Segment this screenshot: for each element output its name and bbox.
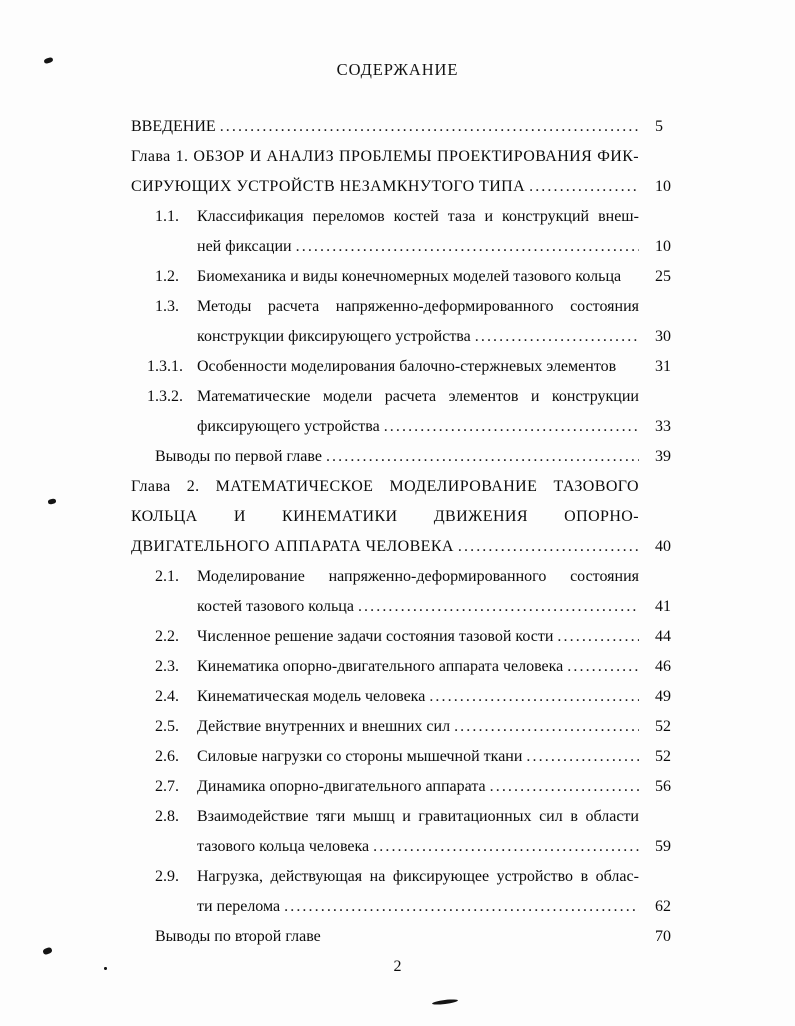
leader-dots (475, 322, 639, 352)
toc-entry-label: Силовые нагрузки со стороны мышечной ткани (197, 748, 523, 765)
toc-entry-number: 2.3. (155, 658, 179, 675)
toc-entry-label: Действие внутренних и внешних сил (197, 718, 451, 735)
toc-entry-label: Биомеханика и виды конечномерных моделей тазового кольца (197, 268, 622, 285)
toc-entry-page: 40 (655, 538, 671, 555)
word: тяги (316, 808, 346, 825)
word: таза (447, 208, 476, 225)
toc-entry-number: 2.8. (155, 808, 179, 825)
toc-entry-label: ВВЕДЕНИЕ (131, 118, 216, 135)
word: 1. (175, 148, 189, 165)
leader-dots (567, 652, 639, 682)
word: расчета (267, 298, 320, 315)
word: в (570, 808, 578, 825)
leader-dots (429, 682, 639, 712)
toc-entry-page: 33 (655, 418, 671, 435)
toc-entry-label: ти перелома (197, 898, 281, 915)
word: конструкции (551, 388, 639, 405)
word: Математические (197, 388, 311, 405)
word: расчета (384, 388, 437, 405)
toc-entry-conclusion-chapter-2[interactable] (131, 922, 687, 952)
word: 2. (186, 478, 200, 495)
word: в (580, 868, 589, 885)
toc-entry-page: 31 (655, 358, 671, 375)
scan-artifact-speck (104, 967, 107, 970)
word: элементов (448, 388, 519, 405)
toc-entry-number: 1.1. (155, 208, 179, 225)
word: Взаимодействие (197, 808, 309, 825)
word: Методы (197, 298, 252, 315)
word: конструкций (502, 208, 590, 225)
toc-entry-page: 39 (655, 448, 671, 465)
word: мышц (352, 808, 395, 825)
word: области (585, 808, 639, 825)
word: действующая (270, 868, 363, 885)
leader-dots (284, 892, 639, 922)
word: ОБЗОР (193, 148, 245, 165)
word: МАТЕМАТИЧЕСКОЕ (215, 478, 374, 495)
word: КИНЕМАТИКИ (282, 508, 398, 525)
leader-dots (220, 112, 639, 142)
toc-entry-introduction[interactable] (131, 112, 687, 142)
toc-entry-label: Особенности моделирования балочно-стержневых элементов (197, 358, 617, 375)
page-title: СОДЕРЖАНИЕ (336, 60, 459, 79)
toc-entry-conclusion-chapter-1[interactable] (131, 442, 687, 472)
word: напряженно-деформированного (335, 298, 554, 315)
toc-entry-number: 2.9. (155, 868, 179, 885)
toc-entry-label: СИРУЮЩИХ УСТРОЙСТВ НЕЗАМКНУТОГО ТИПА (131, 178, 526, 195)
toc-entry-2-2[interactable] (131, 622, 687, 652)
word: Нагрузка, (197, 868, 263, 885)
word: и (402, 808, 411, 825)
word: ТАЗОВОГО (553, 478, 639, 495)
word: КОЛЬЦА (131, 508, 198, 525)
word: напряженно-деформированного (328, 568, 547, 585)
leader-dots (529, 172, 639, 202)
word: Глава (131, 148, 171, 165)
toc-entry-1-2[interactable] (131, 262, 687, 292)
word: облас- (595, 868, 639, 885)
toc-entry-number: 1.2. (155, 268, 179, 285)
toc-entry-page: 49 (655, 688, 671, 705)
page-folio: 2 (393, 958, 402, 975)
toc-entry-page: 52 (655, 718, 671, 735)
toc-entry-1-3-2-line-1[interactable] (131, 382, 687, 412)
word: гравитационных (418, 808, 532, 825)
toc-entry-number: 2.7. (155, 778, 179, 795)
toc-entry-page: 25 (655, 268, 671, 285)
toc-entry-2-6[interactable] (131, 742, 687, 772)
word: ДВИЖЕНИЯ (433, 508, 528, 525)
toc-entry-1-1-line-2[interactable] (131, 232, 687, 262)
word: фиксирующее (392, 868, 490, 885)
toc-entry-2-9-line-1[interactable] (131, 862, 687, 892)
word: костей (393, 208, 439, 225)
word: устройство (496, 868, 574, 885)
toc-entry-number: 1.3.1. (147, 358, 183, 375)
toc-entry-chapter-1-line-2[interactable] (131, 172, 687, 202)
leader-dots (296, 232, 639, 262)
toc-entry-page: 56 (655, 778, 671, 795)
leader-dots (358, 592, 639, 622)
toc-entry-2-1-line-2[interactable] (131, 592, 687, 622)
toc-entry-1-1-line-1[interactable] (131, 202, 687, 232)
toc-entry-1-3-line-2[interactable] (131, 322, 687, 352)
toc-entry-2-5[interactable] (131, 712, 687, 742)
scan-artifact-speck (42, 947, 53, 956)
toc-entry-label: Выводы по второй главе (155, 928, 321, 945)
word: внеш- (598, 208, 639, 225)
scan-artifact-mark (432, 998, 458, 1005)
word: ПРОБЛЕМЫ (339, 148, 432, 165)
word: сил (539, 808, 563, 825)
toc-entry-page: 41 (655, 598, 671, 615)
word: ФИК- (597, 148, 639, 165)
word: состояния (570, 298, 639, 315)
toc-entry-number: 2.4. (155, 688, 179, 705)
toc-entry-chapter-2-line-3[interactable] (131, 532, 687, 562)
toc-entry-1-3-1[interactable] (131, 352, 687, 382)
toc-entry-label: ДВИГАТЕЛЬНОГО АППАРАТА ЧЕЛОВЕКА (131, 538, 454, 555)
toc-entry-2-4[interactable] (131, 682, 687, 712)
toc-entry-page: 59 (655, 838, 671, 855)
toc-entry-2-3[interactable] (131, 652, 687, 682)
word: модели (322, 388, 373, 405)
word: ПРОЕКТИРОВАНИЯ (436, 148, 593, 165)
toc-entry-page: 10 (655, 178, 671, 195)
toc-entry-label: Численное решение задачи состояния тазовой кости (197, 628, 554, 645)
table-of-contents (131, 112, 687, 952)
word: И (249, 148, 262, 165)
scan-artifact-speck (48, 498, 57, 505)
toc-entry-number: 2.2. (155, 628, 179, 645)
toc-entry-number: 2.6. (155, 748, 179, 765)
word: МОДЕЛИРОВАНИЕ (389, 478, 538, 495)
leader-dots (557, 622, 639, 652)
leader-dots (490, 772, 639, 802)
leader-dots (326, 442, 639, 472)
word: и (484, 208, 494, 225)
toc-entry-label: костей тазового кольца (197, 598, 354, 615)
toc-entry-label: тазового кольца человека (197, 838, 370, 855)
toc-entry-page: 62 (655, 898, 671, 915)
toc-entry-2-1-line-1[interactable] (131, 562, 687, 592)
word: Глава (131, 478, 171, 495)
word: на (369, 868, 386, 885)
toc-entry-2-8-line-2[interactable] (131, 832, 687, 862)
toc-entry-number: 1.3. (155, 298, 179, 315)
word: ОПОРНО- (564, 508, 639, 525)
toc-entry-page: 70 (655, 928, 671, 945)
toc-entry-page: 5 (655, 118, 663, 135)
toc-entry-label: Динамика опорно-двигательного аппарата (197, 778, 486, 795)
toc-entry-page: 44 (655, 628, 671, 645)
word: переломов (312, 208, 385, 225)
toc-entry-label: Кинематическая модель человека (197, 688, 426, 705)
leader-dots (458, 532, 639, 562)
toc-entry-page: 10 (655, 238, 671, 255)
toc-entry-chapter-2-line-2[interactable] (131, 502, 687, 532)
toc-entry-label: Выводы по первой главе (155, 448, 322, 465)
toc-entry-2-8-line-1[interactable] (131, 802, 687, 832)
toc-entry-label: Кинематика опорно-двигательного аппарата человека (197, 658, 564, 675)
word: Моделирование (197, 568, 305, 585)
toc-entry-chapter-2-line-1[interactable] (131, 472, 687, 502)
toc-entry-page: 30 (655, 328, 671, 345)
leader-dots (526, 742, 639, 772)
word: И (233, 508, 246, 525)
leader-dots (454, 712, 639, 742)
toc-entry-1-3-2-line-2[interactable] (131, 412, 687, 442)
word: и (530, 388, 540, 405)
word: состояния (570, 568, 639, 585)
toc-entry-number: 2.5. (155, 718, 179, 735)
toc-entry-number: 2.1. (155, 568, 179, 585)
leader-dots (384, 412, 639, 442)
toc-entry-2-7[interactable] (131, 772, 687, 802)
word: Классификация (197, 208, 304, 225)
word: АНАЛИЗ (266, 148, 335, 165)
toc-entry-number: 1.3.2. (147, 388, 183, 405)
toc-entry-label: фиксирующего устройства (197, 418, 380, 435)
toc-entry-label: конструкции фиксирующего устройства (197, 328, 471, 345)
toc-entry-page: 52 (655, 748, 671, 765)
toc-entry-2-9-line-2[interactable] (131, 892, 687, 922)
leader-dots (373, 832, 639, 862)
toc-entry-label: ней фиксации (197, 238, 292, 255)
toc-entry-1-3-line-1[interactable] (131, 292, 687, 322)
toc-entry-chapter-1-line-1[interactable] (131, 142, 687, 172)
toc-entry-page: 46 (655, 658, 671, 675)
